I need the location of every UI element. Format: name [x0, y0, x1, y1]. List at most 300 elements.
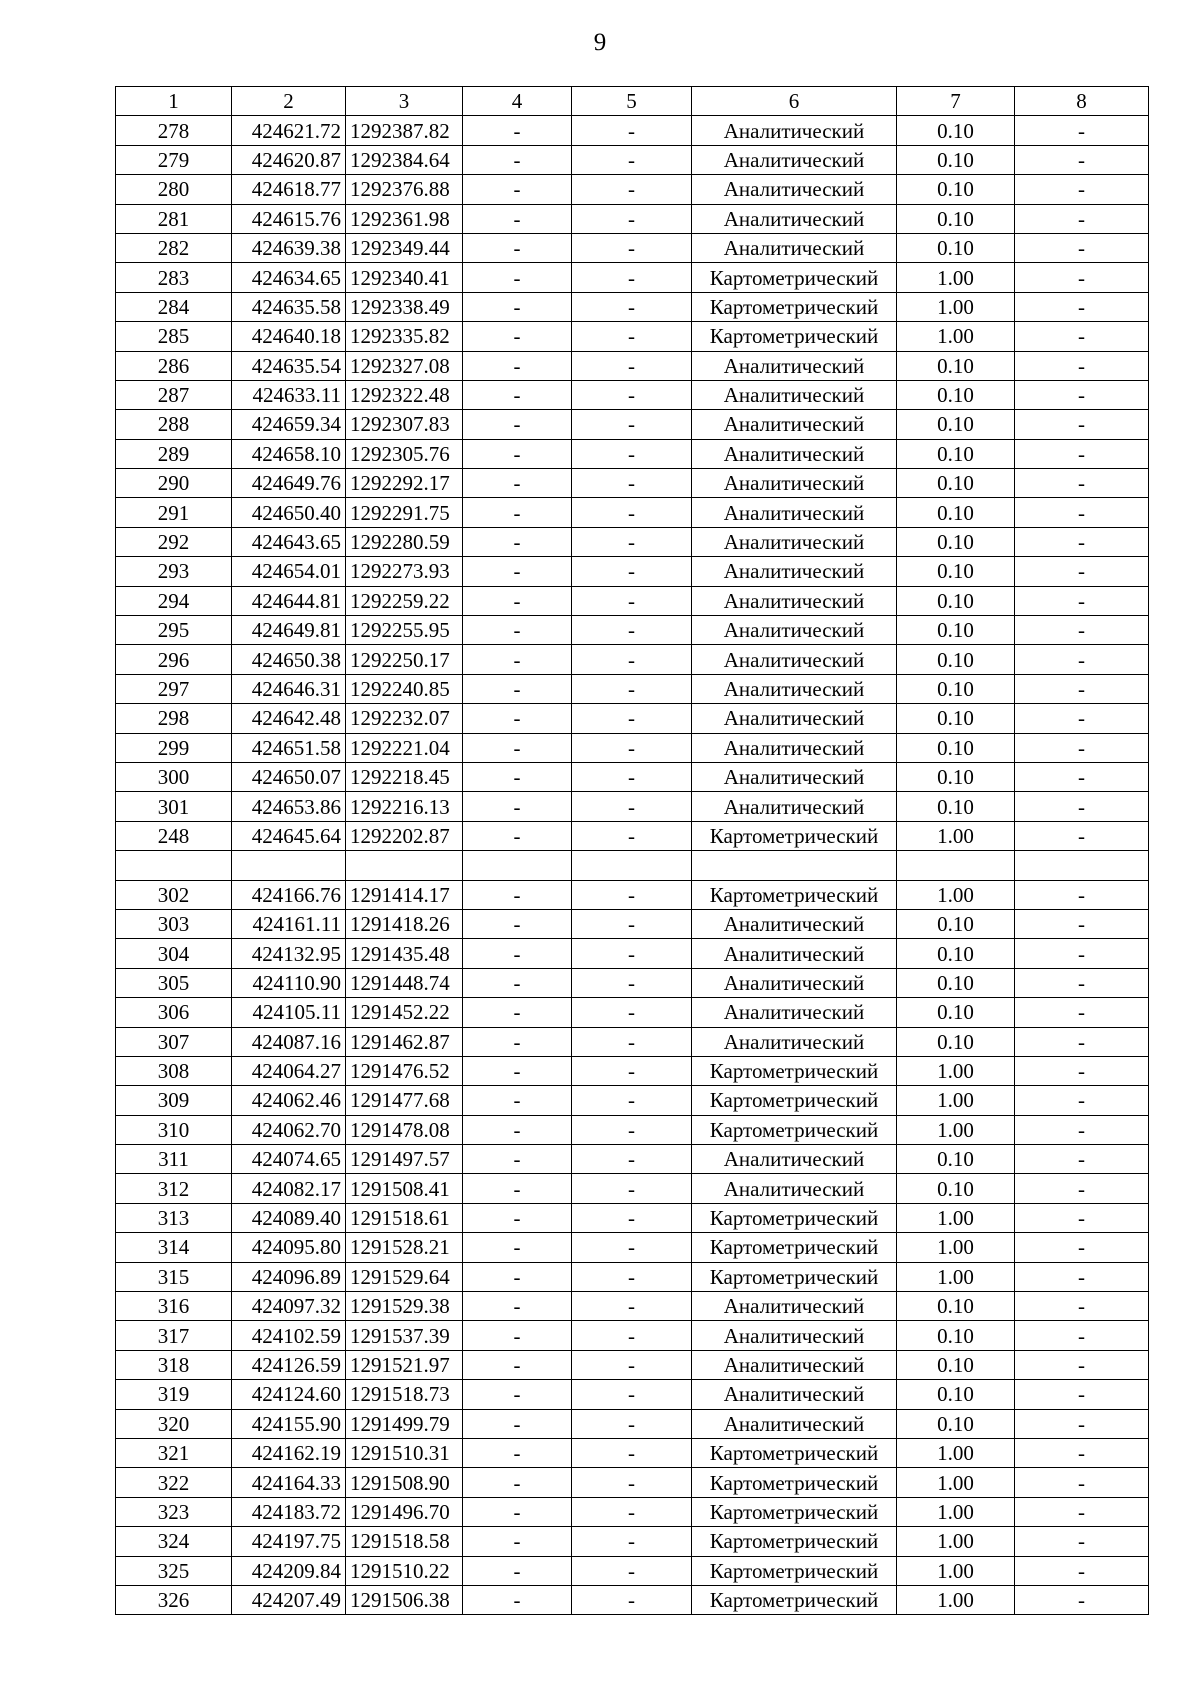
- method-cell: Картометрический: [692, 821, 897, 850]
- col5-cell: -: [572, 1527, 692, 1556]
- col5-cell: -: [572, 1468, 692, 1497]
- col8-cell: -: [1015, 1556, 1149, 1585]
- y-coordinate-cell: 1291528.21: [346, 1233, 463, 1262]
- col5-cell: -: [572, 292, 692, 321]
- accuracy-cell: 0.10: [897, 380, 1015, 409]
- method-cell: Картометрический: [692, 1086, 897, 1115]
- table-row: [116, 1203, 1149, 1232]
- col8-cell: -: [1015, 557, 1149, 586]
- column-header-8: 8: [1015, 87, 1149, 116]
- table-row: [116, 1438, 1149, 1467]
- col4-cell: -: [463, 175, 572, 204]
- y-coordinate-cell: 1292387.82: [346, 116, 463, 145]
- col5-cell: [572, 851, 692, 880]
- y-coordinate-cell: 1292232.07: [346, 704, 463, 733]
- point-number-cell: 319: [116, 1380, 232, 1409]
- y-coordinate-cell: 1291518.61: [346, 1203, 463, 1232]
- x-coordinate-cell: 424096.89: [232, 1262, 346, 1291]
- point-number-cell: 308: [116, 1056, 232, 1085]
- col4-cell: -: [463, 1380, 572, 1409]
- column-header-2: 2: [232, 87, 346, 116]
- accuracy-cell: 0.10: [897, 410, 1015, 439]
- col5-cell: -: [572, 498, 692, 527]
- y-coordinate-cell: 1292338.49: [346, 292, 463, 321]
- point-number-cell: 294: [116, 586, 232, 615]
- col8-cell: -: [1015, 145, 1149, 174]
- table-row: [116, 1292, 1149, 1321]
- method-cell: Аналитический: [692, 1350, 897, 1379]
- col5-cell: -: [572, 557, 692, 586]
- x-coordinate-cell: 424097.32: [232, 1292, 346, 1321]
- col4-cell: -: [463, 998, 572, 1027]
- col5-cell: -: [572, 939, 692, 968]
- point-number-cell: 306: [116, 998, 232, 1027]
- col5-cell: -: [572, 998, 692, 1027]
- col8-cell: -: [1015, 1203, 1149, 1232]
- y-coordinate-cell: 1291518.58: [346, 1527, 463, 1556]
- point-number-cell: 324: [116, 1527, 232, 1556]
- point-number-cell: 317: [116, 1321, 232, 1350]
- col4-cell: -: [463, 1497, 572, 1526]
- point-number-cell: 309: [116, 1086, 232, 1115]
- method-cell: Картометрический: [692, 1056, 897, 1085]
- method-cell: Картометрический: [692, 1438, 897, 1467]
- x-coordinate-cell: 424164.33: [232, 1468, 346, 1497]
- col4-cell: -: [463, 469, 572, 498]
- point-number-cell: 293: [116, 557, 232, 586]
- x-coordinate-cell: 424650.40: [232, 498, 346, 527]
- point-number-cell: 289: [116, 439, 232, 468]
- method-cell: Аналитический: [692, 527, 897, 556]
- table-row: [116, 527, 1149, 556]
- table-row: [116, 1145, 1149, 1174]
- x-coordinate-cell: 424062.70: [232, 1115, 346, 1144]
- col4-cell: -: [463, 1321, 572, 1350]
- y-coordinate-cell: 1292255.95: [346, 616, 463, 645]
- point-number-cell: 287: [116, 380, 232, 409]
- col4-cell: -: [463, 616, 572, 645]
- method-cell: Картометрический: [692, 1115, 897, 1144]
- x-coordinate-cell: 424209.84: [232, 1556, 346, 1585]
- col4-cell: -: [463, 116, 572, 145]
- table-row: [116, 175, 1149, 204]
- x-coordinate-cell: 424644.81: [232, 586, 346, 615]
- col5-cell: -: [572, 1233, 692, 1262]
- method-cell: Аналитический: [692, 233, 897, 262]
- accuracy-cell: 1.00: [897, 1262, 1015, 1291]
- col8-cell: -: [1015, 1027, 1149, 1056]
- y-coordinate-cell: 1292340.41: [346, 263, 463, 292]
- col5-cell: -: [572, 586, 692, 615]
- method-cell: Аналитический: [692, 939, 897, 968]
- x-coordinate-cell: 424105.11: [232, 998, 346, 1027]
- col8-cell: -: [1015, 998, 1149, 1027]
- column-header-3: 3: [346, 87, 463, 116]
- y-coordinate-cell: 1292305.76: [346, 439, 463, 468]
- col4-cell: -: [463, 821, 572, 850]
- y-coordinate-cell: 1291508.90: [346, 1468, 463, 1497]
- x-coordinate-cell: 424633.11: [232, 380, 346, 409]
- method-cell: Аналитический: [692, 645, 897, 674]
- accuracy-cell: 0.10: [897, 645, 1015, 674]
- accuracy-cell: 1.00: [897, 1056, 1015, 1085]
- col8-cell: -: [1015, 351, 1149, 380]
- point-number-cell: 321: [116, 1438, 232, 1467]
- point-number-cell: 305: [116, 968, 232, 997]
- accuracy-cell: [897, 851, 1015, 880]
- method-cell: Аналитический: [692, 116, 897, 145]
- method-cell: Картометрический: [692, 1556, 897, 1585]
- y-coordinate-cell: 1291506.38: [346, 1585, 463, 1614]
- y-coordinate-cell: 1291497.57: [346, 1145, 463, 1174]
- column-header-1: 1: [116, 87, 232, 116]
- table-row: [116, 322, 1149, 351]
- y-coordinate-cell: 1291448.74: [346, 968, 463, 997]
- col4-cell: -: [463, 762, 572, 791]
- accuracy-cell: 0.10: [897, 145, 1015, 174]
- col5-cell: -: [572, 322, 692, 351]
- col4-cell: -: [463, 1292, 572, 1321]
- point-number-cell: 282: [116, 233, 232, 262]
- col4-cell: -: [463, 792, 572, 821]
- col8-cell: -: [1015, 645, 1149, 674]
- col8-cell: -: [1015, 263, 1149, 292]
- y-coordinate-cell: 1292292.17: [346, 469, 463, 498]
- y-coordinate-cell: 1292335.82: [346, 322, 463, 351]
- col4-cell: -: [463, 204, 572, 233]
- method-cell: Аналитический: [692, 145, 897, 174]
- x-coordinate-cell: 424197.75: [232, 1527, 346, 1556]
- table-row: [116, 116, 1149, 145]
- method-cell: Картометрический: [692, 292, 897, 321]
- point-number-cell: 288: [116, 410, 232, 439]
- col4-cell: -: [463, 498, 572, 527]
- accuracy-cell: 0.10: [897, 1292, 1015, 1321]
- accuracy-cell: 1.00: [897, 1556, 1015, 1585]
- col4-cell: -: [463, 380, 572, 409]
- column-header-5: 5: [572, 87, 692, 116]
- col5-cell: -: [572, 1350, 692, 1379]
- col4-cell: -: [463, 410, 572, 439]
- x-coordinate-cell: 424635.58: [232, 292, 346, 321]
- x-coordinate-cell: 424620.87: [232, 145, 346, 174]
- table-row: [116, 792, 1149, 821]
- col4-cell: -: [463, 557, 572, 586]
- method-cell: [692, 851, 897, 880]
- point-number-cell: 290: [116, 469, 232, 498]
- y-coordinate-cell: 1292221.04: [346, 733, 463, 762]
- col8-cell: -: [1015, 1527, 1149, 1556]
- table-row: [116, 1468, 1149, 1497]
- col8-cell: -: [1015, 792, 1149, 821]
- table-header-row: [116, 87, 1149, 116]
- point-number-cell: 295: [116, 616, 232, 645]
- table-row: [116, 263, 1149, 292]
- col4-cell: -: [463, 1115, 572, 1144]
- method-cell: Аналитический: [692, 351, 897, 380]
- method-cell: Картометрический: [692, 1203, 897, 1232]
- table-row: [116, 1056, 1149, 1085]
- point-number-cell: 311: [116, 1145, 232, 1174]
- col4-cell: -: [463, 733, 572, 762]
- col4-cell: -: [463, 263, 572, 292]
- col5-cell: -: [572, 1497, 692, 1526]
- point-number-cell: 315: [116, 1262, 232, 1291]
- col8-cell: -: [1015, 821, 1149, 850]
- col5-cell: -: [572, 1145, 692, 1174]
- method-cell: Аналитический: [692, 674, 897, 703]
- col8-cell: -: [1015, 439, 1149, 468]
- col8-cell: -: [1015, 116, 1149, 145]
- col5-cell: -: [572, 616, 692, 645]
- col8-cell: -: [1015, 292, 1149, 321]
- accuracy-cell: 0.10: [897, 616, 1015, 645]
- table-row: [116, 704, 1149, 733]
- accuracy-cell: 0.10: [897, 909, 1015, 938]
- col4-cell: [463, 851, 572, 880]
- col5-cell: -: [572, 674, 692, 703]
- accuracy-cell: 0.10: [897, 586, 1015, 615]
- accuracy-cell: 0.10: [897, 674, 1015, 703]
- table-row: [116, 204, 1149, 233]
- method-cell: Аналитический: [692, 498, 897, 527]
- accuracy-cell: 0.10: [897, 439, 1015, 468]
- col5-cell: -: [572, 968, 692, 997]
- x-coordinate-cell: 424082.17: [232, 1174, 346, 1203]
- col5-cell: -: [572, 204, 692, 233]
- x-coordinate-cell: 424064.27: [232, 1056, 346, 1085]
- y-coordinate-cell: 1291496.70: [346, 1497, 463, 1526]
- table-row: [116, 674, 1149, 703]
- x-coordinate-cell: 424074.65: [232, 1145, 346, 1174]
- col8-cell: -: [1015, 380, 1149, 409]
- method-cell: Аналитический: [692, 410, 897, 439]
- x-coordinate-cell: 424161.11: [232, 909, 346, 938]
- col8-cell: -: [1015, 1438, 1149, 1467]
- accuracy-cell: 0.10: [897, 527, 1015, 556]
- col8-cell: -: [1015, 1056, 1149, 1085]
- method-cell: Аналитический: [692, 175, 897, 204]
- col5-cell: -: [572, 821, 692, 850]
- x-coordinate-cell: 424634.65: [232, 263, 346, 292]
- point-number-cell: 322: [116, 1468, 232, 1497]
- table-row: [116, 1350, 1149, 1379]
- col8-cell: -: [1015, 1321, 1149, 1350]
- table-row: [116, 380, 1149, 409]
- x-coordinate-cell: 424658.10: [232, 439, 346, 468]
- accuracy-cell: 1.00: [897, 1585, 1015, 1614]
- col5-cell: -: [572, 645, 692, 674]
- y-coordinate-cell: 1291510.22: [346, 1556, 463, 1585]
- point-number-cell: 283: [116, 263, 232, 292]
- method-cell: Аналитический: [692, 1321, 897, 1350]
- accuracy-cell: 0.10: [897, 1174, 1015, 1203]
- table-row: [116, 909, 1149, 938]
- point-number-cell: 316: [116, 1292, 232, 1321]
- point-number-cell: 292: [116, 527, 232, 556]
- table-row: [116, 145, 1149, 174]
- x-coordinate-cell: [232, 851, 346, 880]
- col4-cell: -: [463, 1438, 572, 1467]
- col8-cell: -: [1015, 733, 1149, 762]
- col4-cell: -: [463, 586, 572, 615]
- x-coordinate-cell: 424650.38: [232, 645, 346, 674]
- table-row: [116, 968, 1149, 997]
- table-row: [116, 292, 1149, 321]
- col5-cell: -: [572, 1292, 692, 1321]
- y-coordinate-cell: 1291414.17: [346, 880, 463, 909]
- y-coordinate-cell: [346, 851, 463, 880]
- table-row: [116, 1380, 1149, 1409]
- method-cell: Аналитический: [692, 204, 897, 233]
- y-coordinate-cell: 1292322.48: [346, 380, 463, 409]
- point-number-cell: 307: [116, 1027, 232, 1056]
- col4-cell: -: [463, 645, 572, 674]
- y-coordinate-cell: 1291518.73: [346, 1380, 463, 1409]
- method-cell: Аналитический: [692, 1027, 897, 1056]
- col5-cell: -: [572, 527, 692, 556]
- col4-cell: -: [463, 1262, 572, 1291]
- col4-cell: -: [463, 880, 572, 909]
- x-coordinate-cell: 424659.34: [232, 410, 346, 439]
- col8-cell: -: [1015, 762, 1149, 791]
- x-coordinate-cell: 424207.49: [232, 1585, 346, 1614]
- col4-cell: -: [463, 1468, 572, 1497]
- point-number-cell: 285: [116, 322, 232, 351]
- table-row: [116, 939, 1149, 968]
- accuracy-cell: 0.10: [897, 175, 1015, 204]
- method-cell: Картометрический: [692, 880, 897, 909]
- method-cell: Картометрический: [692, 1585, 897, 1614]
- col5-cell: -: [572, 469, 692, 498]
- col5-cell: -: [572, 1409, 692, 1438]
- point-number-cell: [116, 851, 232, 880]
- col4-cell: -: [463, 1556, 572, 1585]
- point-number-cell: 312: [116, 1174, 232, 1203]
- col4-cell: -: [463, 233, 572, 262]
- table-row: [116, 1321, 1149, 1350]
- accuracy-cell: 1.00: [897, 1115, 1015, 1144]
- column-header-4: 4: [463, 87, 572, 116]
- col8-cell: -: [1015, 1086, 1149, 1115]
- col8-cell: -: [1015, 1262, 1149, 1291]
- col8-cell: -: [1015, 322, 1149, 351]
- method-cell: Аналитический: [692, 557, 897, 586]
- method-cell: Аналитический: [692, 1145, 897, 1174]
- table-row: [116, 998, 1149, 1027]
- y-coordinate-cell: 1292291.75: [346, 498, 463, 527]
- accuracy-cell: 0.10: [897, 1321, 1015, 1350]
- y-coordinate-cell: 1292259.22: [346, 586, 463, 615]
- method-cell: Аналитический: [692, 968, 897, 997]
- x-coordinate-cell: 424162.19: [232, 1438, 346, 1467]
- col8-cell: -: [1015, 1585, 1149, 1614]
- table-row: [116, 645, 1149, 674]
- method-cell: Аналитический: [692, 704, 897, 733]
- col4-cell: -: [463, 527, 572, 556]
- col5-cell: -: [572, 1321, 692, 1350]
- point-number-cell: 302: [116, 880, 232, 909]
- accuracy-cell: 1.00: [897, 1527, 1015, 1556]
- accuracy-cell: 0.10: [897, 704, 1015, 733]
- accuracy-cell: 1.00: [897, 263, 1015, 292]
- col8-cell: -: [1015, 469, 1149, 498]
- col8-cell: -: [1015, 1497, 1149, 1526]
- col5-cell: -: [572, 1056, 692, 1085]
- table-row: [116, 1174, 1149, 1203]
- y-coordinate-cell: 1292327.08: [346, 351, 463, 380]
- method-cell: Картометрический: [692, 1262, 897, 1291]
- col8-cell: -: [1015, 674, 1149, 703]
- y-coordinate-cell: 1292280.59: [346, 527, 463, 556]
- col4-cell: -: [463, 292, 572, 321]
- col8-cell: [1015, 851, 1149, 880]
- table-row: [116, 1556, 1149, 1585]
- x-coordinate-cell: 424649.76: [232, 469, 346, 498]
- x-coordinate-cell: 424615.76: [232, 204, 346, 233]
- table-row: [116, 1409, 1149, 1438]
- col5-cell: -: [572, 1556, 692, 1585]
- col5-cell: -: [572, 145, 692, 174]
- col8-cell: -: [1015, 1468, 1149, 1497]
- x-coordinate-cell: 424651.58: [232, 733, 346, 762]
- x-coordinate-cell: 424126.59: [232, 1350, 346, 1379]
- accuracy-cell: 1.00: [897, 821, 1015, 850]
- col4-cell: -: [463, 674, 572, 703]
- x-coordinate-cell: 424642.48: [232, 704, 346, 733]
- col5-cell: -: [572, 380, 692, 409]
- col8-cell: -: [1015, 410, 1149, 439]
- accuracy-cell: 1.00: [897, 1086, 1015, 1115]
- col8-cell: -: [1015, 1380, 1149, 1409]
- col5-cell: -: [572, 1438, 692, 1467]
- accuracy-cell: 0.10: [897, 1350, 1015, 1379]
- y-coordinate-cell: 1292307.83: [346, 410, 463, 439]
- point-number-cell: 303: [116, 909, 232, 938]
- x-coordinate-cell: 424654.01: [232, 557, 346, 586]
- col8-cell: -: [1015, 1233, 1149, 1262]
- column-header-6: 6: [692, 87, 897, 116]
- col5-cell: -: [572, 792, 692, 821]
- x-coordinate-cell: 424110.90: [232, 968, 346, 997]
- method-cell: Аналитический: [692, 380, 897, 409]
- point-number-cell: 300: [116, 762, 232, 791]
- x-coordinate-cell: 424643.65: [232, 527, 346, 556]
- col4-cell: -: [463, 1086, 572, 1115]
- y-coordinate-cell: 1291510.31: [346, 1438, 463, 1467]
- col5-cell: -: [572, 733, 692, 762]
- point-number-cell: 296: [116, 645, 232, 674]
- col5-cell: -: [572, 1585, 692, 1614]
- table-row: [116, 851, 1149, 880]
- accuracy-cell: 0.10: [897, 1027, 1015, 1056]
- col5-cell: -: [572, 351, 692, 380]
- col8-cell: -: [1015, 1174, 1149, 1203]
- accuracy-cell: 0.10: [897, 204, 1015, 233]
- point-number-cell: 284: [116, 292, 232, 321]
- col8-cell: -: [1015, 1292, 1149, 1321]
- accuracy-cell: 0.10: [897, 498, 1015, 527]
- accuracy-cell: 1.00: [897, 1468, 1015, 1497]
- y-coordinate-cell: 1292273.93: [346, 557, 463, 586]
- table-row: [116, 1027, 1149, 1056]
- accuracy-cell: 0.10: [897, 939, 1015, 968]
- accuracy-cell: 1.00: [897, 880, 1015, 909]
- y-coordinate-cell: 1291478.08: [346, 1115, 463, 1144]
- y-coordinate-cell: 1292216.13: [346, 792, 463, 821]
- y-coordinate-cell: 1291529.64: [346, 1262, 463, 1291]
- col4-cell: -: [463, 1145, 572, 1174]
